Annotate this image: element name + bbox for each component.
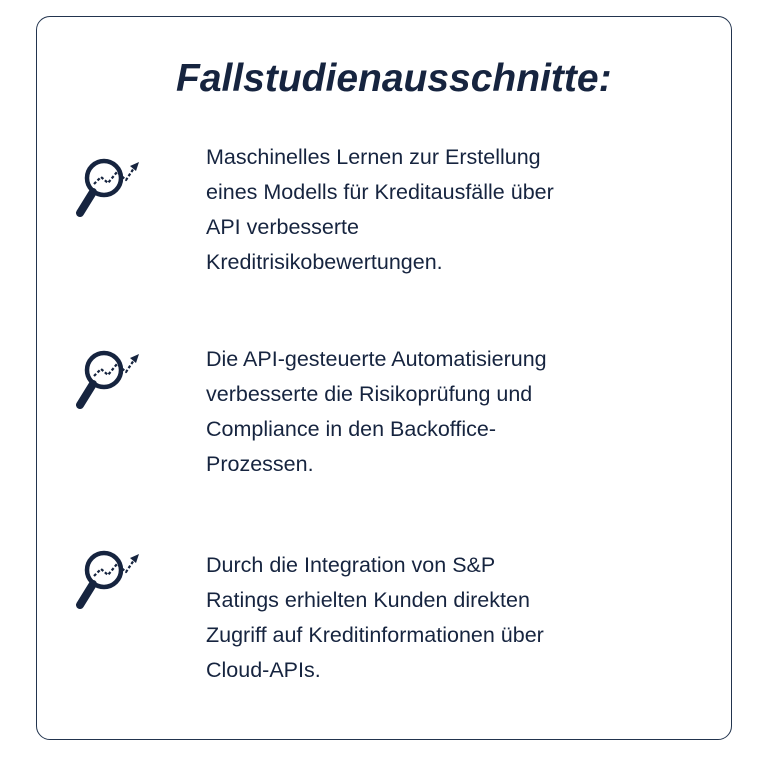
case-study-text: Die API-gesteuerte Automatisierung verbesserte die Risikoprüfung und Compliance in den Backoffice- Prozessen. xyxy=(206,347,547,476)
page-title: Fallstudienausschnitte: xyxy=(176,57,612,100)
magnifier-chart-icon xyxy=(74,542,150,618)
magnifier-chart-icon xyxy=(74,342,150,418)
magnifier-chart-icon xyxy=(74,150,150,226)
case-study-text: Maschinelles Lernen zur Erstellung eines Modells für Kreditausfälle über API verbesserte Kreditrisikobewertungen. xyxy=(206,145,554,274)
case-study-text: Durch die Integration von S&P Ratings erhielten Kunden direkten Zugriff auf Kreditinformationen über Cloud-APIs. xyxy=(206,553,544,682)
